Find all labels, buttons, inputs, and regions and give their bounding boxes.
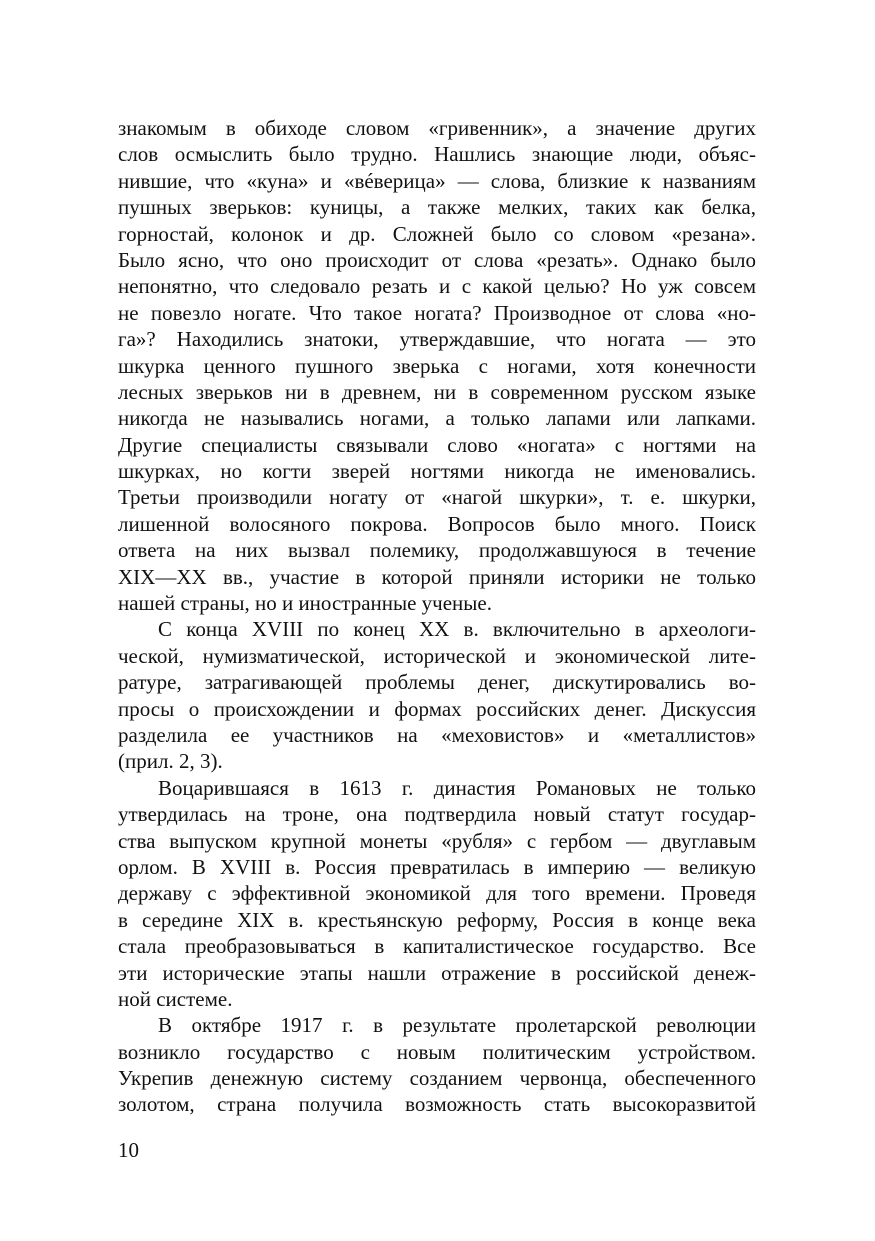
text-line: шкурка ценного пушного зверька с ногами, хотя конечности: [118, 353, 756, 378]
text-line: ратуре, затрагивающей проблемы денег, дискутировались во-: [118, 670, 756, 695]
text-line: разделила ее участников на «меховистов» и «металлистов»: [118, 722, 756, 747]
page-number: 10: [118, 1138, 139, 1162]
text-line: ческой, нумизматической, исторической и экономической лите-: [118, 643, 756, 668]
text-line: Другие специалисты связывали слово «ногата» с ногтями на: [118, 432, 756, 457]
text-line: Воцарившаяся в 1613 г. династия Романовых не только: [158, 775, 756, 800]
text-line: нившие, что «куна» и «вéверица» — слова, близкие к названиям: [118, 168, 756, 193]
text-line: золотом, страна получила возможность стать высокоразвитой: [118, 1092, 756, 1117]
text-line: в середине XIX в. крестьянскую реформу, Россия в конце века: [118, 907, 756, 932]
text-line: возникло государство с новым политическим устройством.: [118, 1039, 756, 1064]
text-line: слов осмыслить было трудно. Нашлись знающие люди, объяс-: [118, 142, 756, 167]
text-line: горностай, колонок и др. Сложней было со словом «резана».: [118, 221, 756, 246]
text-line: орлом. В XVIII в. Россия превратилась в империю — великую: [118, 854, 756, 879]
text-line: непонятно, что следовало резать и с какой целью? Но уж совсем: [118, 274, 756, 299]
text-line: нашей страны, но и иностранные ученые.: [118, 591, 492, 616]
text-line: не повезло ногате. Что такое ногата? Производное от слова «но-: [118, 300, 756, 325]
text-line: никогда не назывались ногами, а только лапами или лапками.: [118, 406, 756, 431]
text-line: (прил. 2, 3).: [118, 749, 223, 774]
text-line: утвердилась на троне, она подтвердила новый статут государ-: [118, 802, 756, 827]
text-line: Третьи производили ногату от «нагой шкурки», т. е. шкурки,: [118, 485, 756, 510]
text-line: XIX—XX вв., участие в которой приняли историки не только: [118, 564, 756, 589]
text-line: державу с эффективной экономикой для того времени. Проведя: [118, 881, 756, 906]
text-line: лишенной волосяного покрова. Вопросов было много. Поиск: [118, 511, 756, 536]
text-line: Укрепив денежную систему созданием червонца, обеспеченного: [118, 1066, 756, 1091]
text-line: ответа на них вызвал полемику, продолжавшуюся в течение: [118, 538, 756, 563]
text-line: стала преобразовываться в капиталистическое государство. Все: [118, 934, 756, 959]
text-line: ной системе.: [118, 986, 233, 1011]
text-line: В октябре 1917 г. в результате пролетарской революции: [158, 1013, 756, 1038]
text-line: просы о происхождении и формах российских денег. Дискуссия: [118, 696, 756, 721]
text-line: шкурках, но когти зверей ногтями никогда не именовались.: [118, 459, 756, 484]
text-line: С конца XVIII по конец XX в. включительно в археологи-: [158, 617, 756, 642]
text-line: га»? Находились знатоки, утверждавшие, что ногата — это: [118, 327, 756, 352]
text-line: ства выпуском крупной монеты «рубля» с гербом — двуглавым: [118, 828, 756, 853]
text-line: пушных зверьков: куницы, а также мелких, таких как белка,: [118, 195, 756, 220]
body-text: [118, 115, 756, 1118]
text-line: Было ясно, что оно происходит от слова «резать». Однако было: [118, 247, 756, 272]
text-line: эти исторические этапы нашли отражение в российской денеж-: [118, 960, 756, 985]
text-line: лесных зверьков ни в древнем, ни в современном русском языке: [118, 379, 756, 404]
text-line: знакомым в обиходе словом «гривенник», а значение других: [118, 116, 756, 140]
